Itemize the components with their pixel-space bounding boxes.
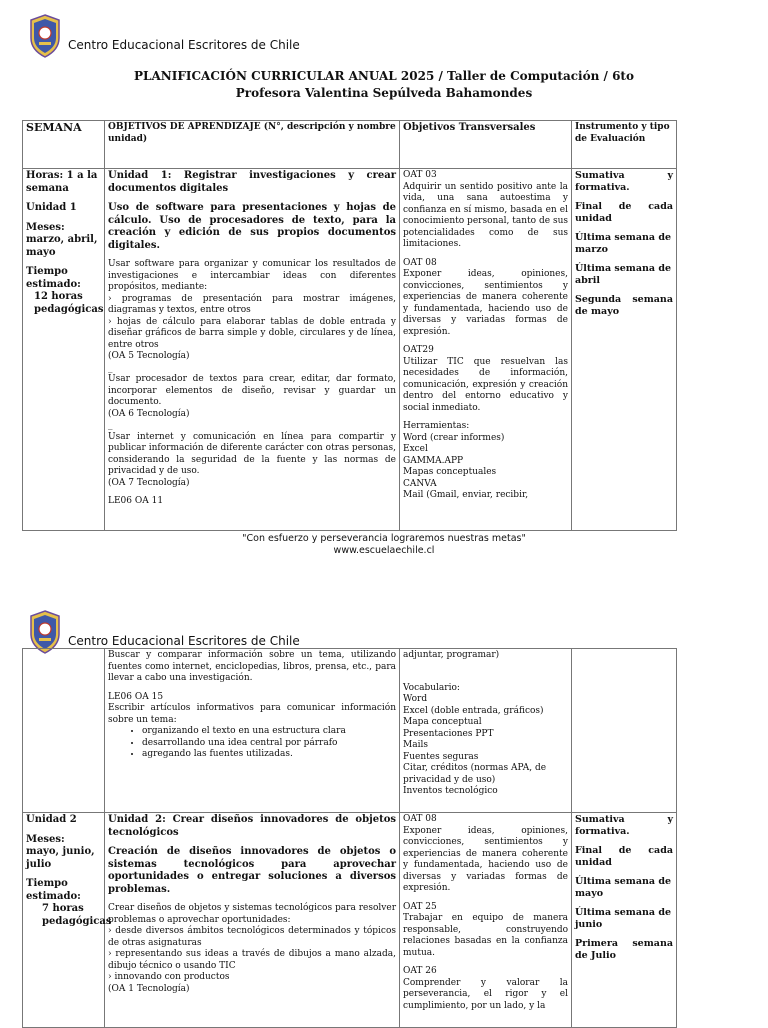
list-item: Excel (403, 444, 428, 454)
plan-table-page2 (22, 648, 677, 1028)
unit2-eval-date: Final de cada unidad (575, 845, 673, 868)
unit2-oa1-bullet-2: › representando sus ideas a través de dibujos a mano alzada, dibujo técnico o usando TIC (108, 949, 396, 971)
unit2-instrumento-cell (572, 813, 677, 1028)
unit1-oa6-ref: (OA 6 Tecnología) (108, 408, 190, 419)
unit1-oat29: OAT29 (403, 345, 434, 355)
unit2-oa1-bullet-3: › innovando con productos (108, 972, 230, 982)
unit1-transversales-cell-cont (400, 649, 572, 813)
plan-table-page1 (22, 120, 677, 531)
unit2-tiempo-value: 7 horas pedagógicas (42, 903, 112, 927)
unit1-oat08-text: Exponer ideas, opiniones, convicciones, sentimientos y experiencias de manera coherente y fundamentada, haciendo uso de diversas y variadas formas de expresión. (403, 269, 568, 337)
unit1-semana-cell-cont (23, 649, 105, 813)
header-objetivos: OBJETIVOS DE APRENDIZAJE (N°, descripción y nombre unidad) (105, 121, 400, 169)
unit1-horas: Horas: 1 a la semana (26, 170, 98, 194)
unit1-oa7-ref: (OA 7 Tecnología) (108, 477, 190, 488)
unit2-transversales-cell (400, 813, 572, 1028)
unit1-instrumento-cell-cont (572, 649, 677, 813)
school-name: Centro Educacional Escritores de Chile (68, 634, 300, 648)
unit1-oa7: Usar internet y comunicación en línea para compartir y publicar información de diferente carácter con otras personas, considerando la seguridad de la fuente y las normas de privacidad y de uso. (108, 431, 396, 476)
unit1-oat29-text: Utilizar TIC que resuelvan las necesidades de información, comunicación, expresión y creación dentro del entorno educativo y social inmediato. (403, 356, 568, 413)
header-instrumento: Instrumento y tipo de Evaluación (572, 121, 677, 169)
unit1-eval-date: Final de cada unidad (575, 201, 673, 224)
school-header (28, 14, 300, 58)
unit2-eval-date: Última semana de mayo (575, 876, 672, 899)
unit1-oa5-ref: (OA 5 Tecnología) (108, 351, 190, 361)
unit1-oa5-bullet-1: › programas de presentación para mostrar imágenes, diagramas y textos, entre otros (108, 293, 396, 315)
list-item: Fuentes seguras (403, 751, 479, 762)
list-item: Word (crear informes) (403, 432, 505, 443)
list-item: Word (403, 694, 428, 704)
unit1-oa6: Usar procesador de textos para crear, editar, dar formato, incorporar elementos de diseño, revisar y guardar un documento. (108, 374, 396, 407)
unit1-le06-oa11: LE06 OA 11 (108, 496, 164, 506)
unit1-subtitle: Uso de software para presentaciones y hojas de cálculo. Uso de procesadores de texto, para la creación y edición de sus propios documentos digitales. (108, 202, 396, 251)
unit1-objetivos-cell-cont (105, 649, 400, 813)
unit1-oa5-bullet-2: › hojas de cálculo para elaborar tablas de doble entrada y diseñar gráficos de barra simple y doble, circulares y de línea, entre otros (108, 316, 396, 350)
unit1-unidad: Unidad 1 (26, 202, 77, 213)
list-item: Inventos tecnológico (403, 786, 498, 796)
unit2-oat08: OAT 08 (403, 814, 437, 824)
unit1-herramientas-list (403, 433, 568, 502)
list-item: Mail (Gmail, enviar, recibir, (403, 490, 529, 500)
unit2-oat26-text: Comprender y valorar la perseverancia, el rigor y el cumplimiento, por un lado, y la (403, 977, 568, 1011)
unit1-vocab-label: Vocabulario: (403, 682, 460, 693)
list-item: Presentaciones PPT (403, 728, 494, 739)
unit1-objetivos-cell (105, 169, 400, 531)
footer-motto: "Con esfuerzo y perseverancia lograremos nuestras metas" (242, 533, 526, 544)
unit2-title: Unidad 2: Crear diseños innovadores de objetos tecnológicos (108, 814, 396, 838)
list-item: Mapa conceptual (403, 717, 482, 727)
unit1-le06-oa15-bullets (108, 726, 396, 761)
unit2-oat08-text: Exponer ideas, opiniones, convicciones, sentimientos y experiencias de manera coherente y fundamentada, haciendo uso de diversas y variadas formas de expresión. (403, 825, 568, 893)
unit1-tiempo-value: 12 horas pedagógicas (34, 291, 104, 315)
page-subtitle: Profesora Valentina Sepúlveda Bahamondes (235, 86, 533, 100)
unit1-oat03-text: Adquirir un sentido positivo ante la vida, una sana autoestima y confianza en sí mismo, basada en el conocimiento personal, tanto de sus potencialidades como de sus limitaciones. (403, 181, 568, 249)
list-item: Citar, créditos (normas APA, de privacidad y de uso) (403, 763, 547, 785)
unit1-instrumento-cell (572, 169, 677, 531)
unit2-unidad: Unidad 2 (26, 814, 77, 825)
unit2-oa1-intro: Crear diseños de objetos y sistemas tecnológicos para resolver problemas o aprovechar oportunidades: (108, 903, 396, 925)
unit1-le06-oa15-text: Escribir artículos informativos para comunicar información sobre un tema: (108, 703, 396, 725)
unit1-le06-oa11-text: Buscar y comparar información sobre un tema, utilizando fuentes como internet, enciclopedias, libros, prensa, etc., para llevar a cabo una investigación. (108, 650, 396, 683)
page-title: PLANIFICACIÓN CURRICULAR ANUAL 2025 / Taller de Computación / 6to (134, 69, 634, 83)
unit2-tiempo-label: Tiempo estimado: (26, 878, 81, 902)
list-item: • organizando el texto en una estructura clara (142, 726, 396, 738)
unit2-oat25: OAT 25 (403, 901, 437, 912)
unit1-eval-date: Segunda semana de mayo (575, 294, 673, 317)
unit2-semana-cell (23, 813, 112, 1028)
unit1-herramientas-cont: adjuntar, programar) (403, 650, 500, 660)
unit1-meses: Meses: marzo, abril, mayo (26, 221, 98, 258)
unit1-separator-2: _ (108, 420, 113, 430)
unit2-meses: Meses: mayo, junio, julio (26, 833, 95, 870)
footer-website: www.escuelaechile.cl (333, 545, 435, 556)
unit1-separator-1: _ (108, 362, 113, 373)
unit1-semana-cell (23, 169, 105, 531)
unit2-eval-date: Primera semana de Julio (575, 938, 673, 961)
unit1-le06-oa15: LE06 OA 15 (108, 691, 164, 702)
list-item: • desarrollando una idea central por párrafo (142, 738, 396, 750)
unit1-herramientas-label: Herramientas: (403, 421, 470, 431)
list-item: CANVA (403, 478, 437, 489)
unit2-objetivos-cell (105, 813, 400, 1028)
list-item: • agregando las fuentes utilizadas. (142, 749, 396, 761)
list-item: Mails (403, 740, 428, 750)
unit2-oat25-text: Trabajar en equipo de manera responsable, construyendo relaciones basadas en la confianza mutua. (403, 913, 568, 958)
unit1-eval-date: Última semana de marzo (575, 232, 672, 255)
school-logo-icon (28, 14, 62, 58)
unit1-title: Unidad 1: Registrar investigaciones y crear documentos digitales (108, 170, 396, 194)
unit2-subtitle: Creación de diseños innovadores de objetos o sistemas tecnológicos para aprovechar oportunidades o entregar soluciones a diversos problemas. (108, 846, 396, 895)
unit2-oa1-ref: (OA 1 Tecnología) (108, 983, 190, 994)
unit1-oat08: OAT 08 (403, 257, 437, 268)
unit2-eval-type: Sumativa y formativa. (575, 814, 673, 837)
school-name: Centro Educacional Escritores de Chile (68, 38, 300, 52)
list-item: GAMMA.APP (403, 455, 464, 466)
header-transversales: Objetivos Transversales (400, 121, 572, 169)
unit1-oat03: OAT 03 (403, 170, 437, 180)
unit1-tiempo-label: Tiempo estimado: (26, 266, 81, 290)
unit2-oa1-bullet-1: › desde diversos ámbitos tecnológicos determinados y tópicos de otras asignaturas (108, 926, 396, 948)
unit1-oa5-intro: Usar software para organizar y comunicar los resultados de investigaciones e intercambiar ideas con diferentes propósitos, mediante: (108, 259, 396, 292)
list-item: Mapas conceptuales (403, 467, 497, 477)
unit2-oat26: OAT 26 (403, 966, 437, 976)
unit2-eval-date: Última semana de junio (575, 907, 672, 930)
unit1-eval-date: Última semana de abril (575, 263, 672, 286)
list-item: Excel (doble entrada, gráficos) (403, 705, 544, 716)
header-semana: SEMANA (23, 121, 105, 169)
unit1-eval-type: Sumativa y formativa. (575, 170, 673, 193)
unit1-transversales-cell (400, 169, 572, 531)
